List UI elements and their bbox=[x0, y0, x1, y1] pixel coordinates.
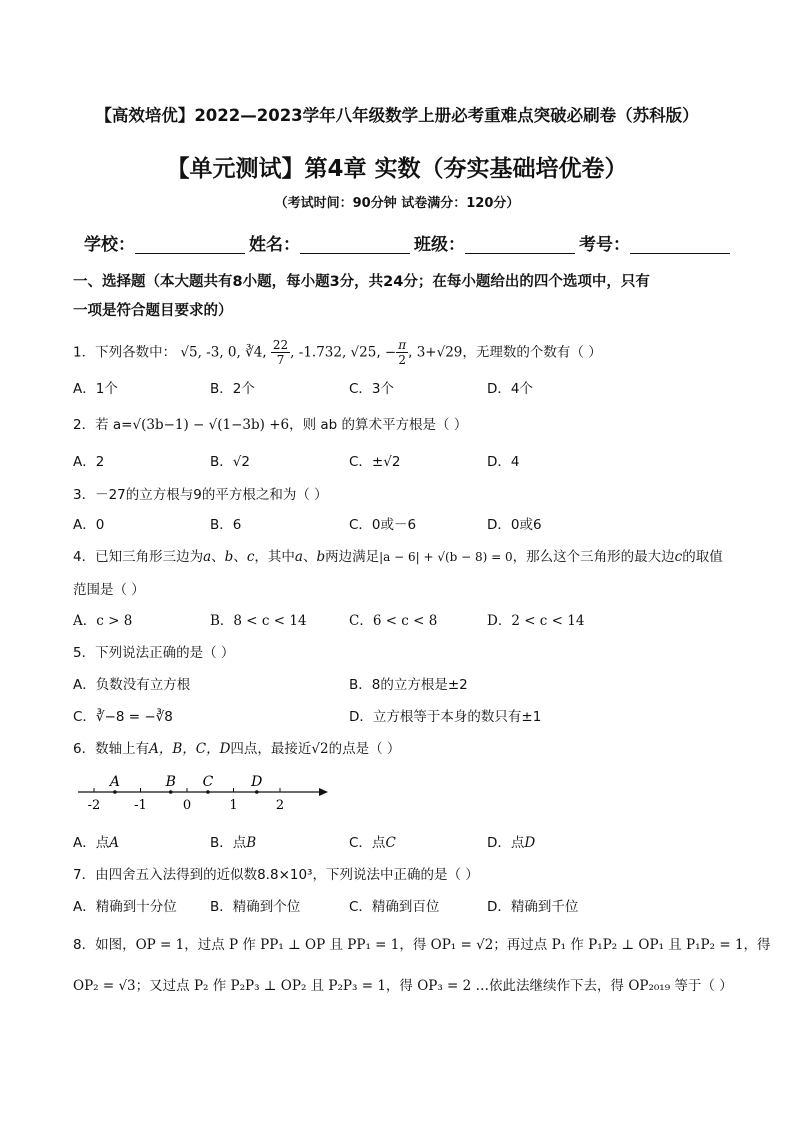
class-blank[interactable] bbox=[465, 235, 575, 254]
class-label: 班级： bbox=[414, 235, 465, 255]
number-line-point-label: A bbox=[109, 774, 120, 790]
option-7b[interactable]: B．精确到个位 bbox=[210, 899, 301, 915]
option-1d[interactable]: D．4个 bbox=[487, 381, 533, 397]
option-6a[interactable]: A．点A bbox=[73, 835, 119, 851]
option-5d[interactable]: D．立方根等于本身的数只有±1 bbox=[349, 709, 542, 725]
question-3-stem: 3．－27的立方根与9的平方根之和为（ ） bbox=[73, 487, 328, 503]
school-blank[interactable] bbox=[135, 235, 245, 254]
option-4b[interactable]: B．8 < c < 14 bbox=[210, 613, 307, 629]
option-1a[interactable]: A．1个 bbox=[73, 381, 118, 397]
exam-header: 【高效培优】2022—2023学年八年级数学上册必考重难点突破必刷卷（苏科版） bbox=[95, 106, 699, 125]
option-2b[interactable]: B．√2 bbox=[210, 454, 250, 470]
student-info-fields bbox=[84, 230, 734, 255]
option-4d[interactable]: D．2 < c < 14 bbox=[487, 613, 585, 629]
question-7-stem: 7．由四舍五入法得到的近似数8.8×10³，下列说法中正确的是（ ） bbox=[73, 867, 479, 883]
section-heading-1: 一、选择题（本大题共有8小题，每小题3分，共24分；在每小题给出的四个选项中，只有 bbox=[73, 274, 650, 290]
option-7c[interactable]: C．精确到百位 bbox=[349, 899, 440, 915]
option-7a[interactable]: A．精确到十分位 bbox=[73, 899, 177, 915]
option-2a[interactable]: A．2 bbox=[73, 454, 105, 470]
option-2c[interactable]: C．±√2 bbox=[349, 454, 401, 470]
option-4a[interactable]: A．c > 8 bbox=[73, 613, 133, 629]
number-line-tick-label: -2 bbox=[87, 798, 101, 813]
option-6c[interactable]: C．点C bbox=[349, 835, 396, 851]
section-heading-2: 一项是符合题目要求的） bbox=[73, 303, 233, 319]
option-3b[interactable]: B．6 bbox=[210, 517, 242, 533]
question-2-stem: 2．若 a=√(3b−1) − √(1−3b) +6，则 ab 的算术平方根是（ ） bbox=[73, 417, 468, 433]
option-4c[interactable]: C．6 < c < 8 bbox=[349, 613, 438, 629]
number-line-point bbox=[255, 790, 259, 794]
page-title: 【单元测试】第4章 实数（夯实基础培优卷） bbox=[166, 156, 628, 182]
option-5c[interactable]: C．∛−8 = −∛8 bbox=[73, 709, 173, 725]
option-5b[interactable]: B．8的立方根是±2 bbox=[349, 677, 468, 693]
number-line-tick-label: 1 bbox=[229, 798, 238, 813]
number-line-tick-label: -1 bbox=[134, 798, 147, 813]
option-7d[interactable]: D．精确到千位 bbox=[487, 899, 579, 915]
number-line-point bbox=[206, 790, 210, 794]
school-label: 学校： bbox=[84, 235, 135, 255]
option-1c[interactable]: C．3个 bbox=[349, 381, 395, 397]
option-6d[interactable]: D．点D bbox=[487, 835, 536, 851]
name-blank[interactable] bbox=[300, 235, 410, 254]
question-5-stem: 5．下列说法正确的是（ ） bbox=[73, 645, 235, 661]
option-3c[interactable]: C．0或－6 bbox=[349, 517, 417, 533]
number-line-point bbox=[113, 790, 117, 794]
number-line-arrow bbox=[319, 788, 328, 796]
option-1b[interactable]: B．2个 bbox=[210, 381, 255, 397]
question-6-stem: 6．数轴上有A，B，C，D四点，最接近√2的点是（ ） bbox=[73, 741, 401, 757]
exam-no-label: 考号： bbox=[579, 235, 630, 255]
option-3d[interactable]: D．0或6 bbox=[487, 517, 542, 533]
number-line-point bbox=[169, 790, 173, 794]
option-5a[interactable]: A．负数没有立方根 bbox=[73, 677, 191, 693]
question-4-stem-line1: 4．已知三角形三边为a、b、c，其中a、b两边满足|a − 6| + √(b − 8) = 0，那么这个三角形的最大边c的取值 bbox=[73, 549, 723, 565]
question-4-stem-line2: 范围是（ ） bbox=[73, 582, 145, 598]
number-line-point-label: C bbox=[202, 774, 214, 790]
question-8-stem-line2: OP₂ = √3；又过点 P₂ 作 P₂P₃ ⊥ OP₂ 且 P₂P₃ = 1，得 OP₃ = 2 …依此法继续作下去，得 OP₂₀₁₉ 等于（ ） bbox=[73, 978, 733, 994]
question-1-stem: 1．下列各数中： √5, -3, 0, ∛4, $\frac{22}{7}$ , -1.732, √25, − $\frac{\pi}{2}$ , 3+√29，无理数的个数有（ ） bbox=[73, 338, 602, 367]
number-line-tick-label: 0 bbox=[182, 798, 192, 813]
number-line-point-label: D bbox=[251, 774, 263, 790]
number-line-tick-label: 2 bbox=[275, 798, 285, 813]
name-label: 姓名： bbox=[249, 235, 300, 255]
exam-no-blank[interactable] bbox=[630, 235, 730, 254]
number-line-figure bbox=[70, 766, 335, 814]
number-line-point-label: B bbox=[165, 774, 176, 790]
exam-subtitle: （考试时间：90分钟 试卷满分：120分） bbox=[274, 196, 520, 211]
option-2d[interactable]: D．4 bbox=[487, 454, 520, 470]
option-3a[interactable]: A．0 bbox=[73, 517, 105, 533]
option-6b[interactable]: B．点B bbox=[210, 835, 257, 851]
question-8-stem-line1: 8．如图，OP = 1，过点 P 作 PP₁ ⊥ OP 且 PP₁ = 1，得 OP₁ = √2；再过点 P₁ 作 P₁P₂ ⊥ OP₁ 且 P₁P₂ = 1，得 bbox=[73, 937, 771, 953]
